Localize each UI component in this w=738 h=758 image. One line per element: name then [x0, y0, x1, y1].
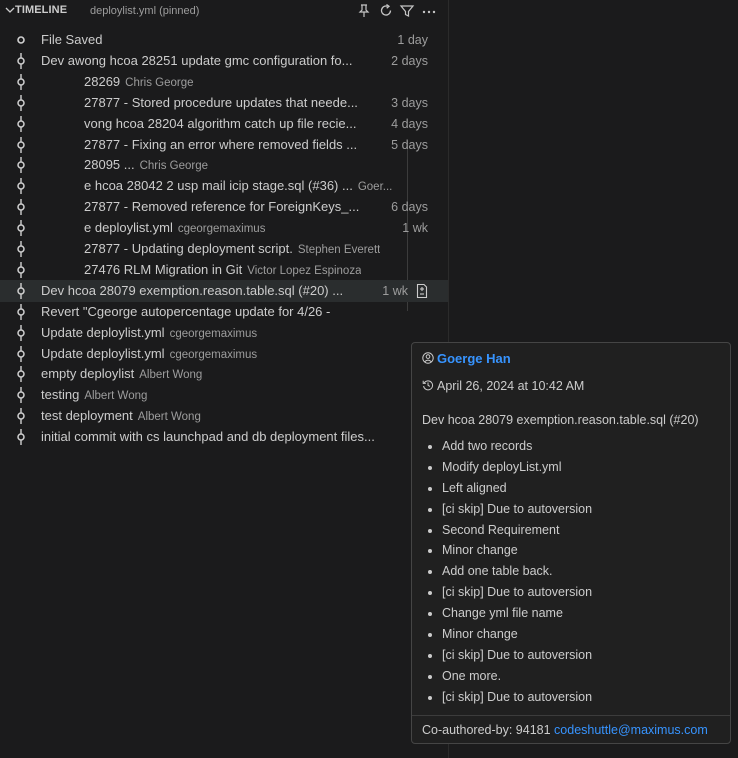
- item-title: e deploylist.yml: [84, 220, 173, 236]
- timeline-item-label: [84, 71, 194, 94]
- item-timestamp: 4 days: [391, 116, 428, 131]
- commit-date: April 26, 2024 at 10:42 AM: [437, 379, 585, 393]
- refresh-icon[interactable]: [378, 3, 394, 19]
- timeline-item-label: [41, 301, 330, 323]
- commit-body-item: [428, 561, 592, 582]
- git-commit-icon: [16, 199, 32, 215]
- timeline-item-label: [84, 92, 358, 114]
- item-timestamp: 1 wk: [402, 221, 428, 236]
- timeline-item[interactable]: [0, 71, 448, 93]
- timeline-item[interactable]: [0, 238, 448, 260]
- timeline-item-label: [84, 113, 356, 135]
- timeline-item-label: [41, 405, 201, 428]
- filter-icon[interactable]: [399, 3, 415, 19]
- timeline-item-label: [41, 363, 202, 386]
- commit-body-text: Modify deployList.yml: [442, 459, 562, 474]
- commit-message: Dev hcoa 28079 exemption.reason.table.sql (#20): [422, 413, 699, 427]
- commit-body-item: [428, 499, 592, 520]
- item-title: initial commit with cs launchpad and db deployment files...: [41, 429, 375, 445]
- timeline-item-label: [84, 134, 357, 156]
- commit-body-text: Minor change: [442, 543, 518, 558]
- timeline-item[interactable]: [0, 196, 448, 218]
- date-line: [422, 376, 584, 396]
- item-author: cgeorgemaximus: [169, 327, 258, 340]
- commit-body-item: [428, 687, 592, 708]
- timeline-item[interactable]: [0, 384, 448, 406]
- bullet-dot: [428, 633, 432, 637]
- timeline-item-label: [84, 175, 392, 198]
- timeline-item[interactable]: [0, 50, 448, 72]
- timeline-item-label: [84, 196, 359, 218]
- bullet-dot: [428, 591, 432, 595]
- item-author: Chris George: [125, 76, 194, 89]
- timeline-item[interactable]: [0, 259, 448, 281]
- item-timestamp: 1 day: [397, 33, 428, 47]
- git-commit-icon: [16, 241, 32, 257]
- commit-body-item: [428, 540, 592, 561]
- git-commit-icon: [16, 408, 32, 424]
- item-title: vong hcoa 28204 algorithm catch up file recie...: [84, 115, 357, 131]
- item-author: Goer...: [357, 181, 393, 194]
- bullet-dot: [428, 445, 432, 449]
- timeline-item-label: [84, 154, 208, 177]
- timeline-item-label: [84, 217, 265, 240]
- item-title: 27877 - Removed reference for ForeignKeys_...: [84, 199, 360, 215]
- commit-body-text: [ci skip] Due to autoversion: [442, 501, 593, 516]
- open-changes-icon[interactable]: [414, 283, 430, 299]
- git-commit-icon: [16, 387, 32, 403]
- commit-body-text: [ci skip] Due to autoversion: [442, 689, 593, 704]
- item-author: Chris George: [139, 160, 208, 173]
- timeline-title: TIMELINE: [15, 4, 68, 16]
- item-title: 27877 - Stored procedure updates that neede...: [84, 94, 358, 110]
- circle-outline-icon: [16, 32, 32, 48]
- timeline-item[interactable]: [0, 29, 448, 51]
- bullet-dot: [428, 487, 432, 491]
- bullet-dot: [428, 675, 432, 679]
- bullet-dot: [428, 570, 432, 574]
- bullet-dot: [428, 529, 432, 533]
- item-title: Update deploylist.yml: [41, 324, 165, 340]
- commit-body-text: Change yml file name: [442, 606, 563, 621]
- timeline-item[interactable]: [0, 113, 448, 135]
- timeline-item[interactable]: [0, 280, 448, 302]
- timeline-item[interactable]: [0, 322, 448, 344]
- item-timestamp: 2 days: [391, 53, 428, 68]
- git-commit-icon: [16, 429, 32, 445]
- item-title: empty deploylist: [41, 366, 135, 382]
- coauthor-line: [422, 720, 708, 740]
- timeline-item-label: [41, 280, 343, 302]
- timeline-item-label: [41, 322, 257, 345]
- item-author: Stephen Everett: [297, 244, 381, 256]
- item-author: cgeorgemaximus: [177, 223, 266, 236]
- timeline-item-label: [41, 426, 375, 448]
- commit-body-item: [428, 603, 592, 624]
- git-commit-icon: [16, 366, 32, 382]
- item-title: Dev awong hcoa 28251 update gmc configuration fo...: [41, 52, 353, 68]
- timeline-item[interactable]: [0, 217, 448, 239]
- item-title: test deployment: [41, 408, 133, 424]
- coauthor-email-link[interactable]: codeshuttle@maximus.com: [554, 723, 708, 737]
- git-commit-icon: [16, 304, 32, 320]
- item-title: 27476 RLM Migration in Git: [84, 261, 243, 277]
- item-title: e hcoa 28042 2 usp mail icip stage.sql (#36) ...: [84, 178, 353, 194]
- item-title: Dev hcoa 28079 exemption.reason.table.sql (#20) ...: [41, 282, 344, 298]
- timeline-item[interactable]: [0, 134, 448, 156]
- timeline-item[interactable]: [0, 175, 448, 197]
- git-commit-icon: [16, 178, 32, 194]
- git-commit-icon: [16, 283, 32, 299]
- bullet-dot: [428, 612, 432, 616]
- commit-hover-card: [411, 342, 731, 744]
- commit-body-item: [428, 520, 592, 541]
- commit-body-text: [ci skip] Due to autoversion: [442, 647, 593, 662]
- timeline-item[interactable]: [0, 343, 448, 365]
- item-title: File Saved: [41, 32, 103, 47]
- commit-body-text: Second Requirement: [442, 522, 560, 537]
- coauthor-prefix: Co-authored-by: 94181: [422, 723, 551, 737]
- git-commit-icon: [16, 346, 32, 362]
- timeline-item[interactable]: [0, 154, 448, 176]
- item-title: 27877 - Fixing an error where removed fields ...: [84, 136, 358, 152]
- timeline-item-label: [41, 384, 147, 407]
- item-title: testing: [41, 387, 80, 403]
- item-timestamp: 6 days: [391, 200, 428, 215]
- timeline-item[interactable]: [0, 405, 448, 427]
- commit-body-item: [428, 624, 592, 645]
- commit-body-item: [428, 666, 592, 687]
- item-title: 28095 ...: [84, 157, 135, 173]
- author-line: [422, 349, 511, 369]
- timeline-item[interactable]: [0, 301, 448, 323]
- more-icon[interactable]: [421, 3, 437, 19]
- commit-body-text: One more.: [442, 668, 502, 683]
- commit-body-item: [428, 457, 592, 478]
- item-author: Albert Wong: [139, 369, 203, 382]
- item-timestamp: 5 days: [391, 137, 428, 152]
- bullet-dot: [428, 654, 432, 658]
- item-title: 28269: [84, 73, 121, 89]
- git-commit-icon: [16, 325, 32, 341]
- bullet-dot: [428, 549, 432, 553]
- commit-body-list: [428, 436, 592, 708]
- timeline-header[interactable]: [0, 0, 448, 22]
- commit-body-text: Add two records: [442, 439, 533, 453]
- commit-body-item: [428, 436, 592, 457]
- git-commit-icon: [16, 95, 32, 111]
- timeline-item-label: [41, 343, 257, 366]
- item-author: cgeorgemaximus: [169, 348, 258, 361]
- item-author: Albert Wong: [137, 411, 201, 424]
- timeline-item-label: [41, 29, 102, 51]
- commit-body-item: [428, 645, 592, 666]
- item-timestamp: 3 days: [391, 95, 428, 110]
- item-timestamp: 1 wk: [382, 283, 408, 298]
- commit-body-text: Minor change: [442, 627, 518, 642]
- timeline-item[interactable]: [0, 92, 448, 114]
- history-icon: [422, 379, 434, 391]
- bullet-dot: [428, 508, 432, 512]
- timeline-item-label: [84, 259, 361, 282]
- item-title: Update deploylist.yml: [41, 345, 165, 361]
- timeline-subtitle: deploylist.yml (pinned): [90, 5, 200, 17]
- commit-body-text: Add one table back.: [442, 564, 553, 579]
- git-commit-icon: [16, 74, 32, 90]
- item-title: 27877 - Updating deployment script.: [84, 241, 293, 256]
- git-commit-icon: [16, 220, 32, 236]
- bullet-dot: [428, 696, 432, 700]
- timeline-item-label: [84, 238, 380, 261]
- commit-body-text: Left aligned: [442, 480, 507, 495]
- git-commit-icon: [16, 157, 32, 173]
- git-commit-icon: [16, 137, 32, 153]
- git-commit-icon: [16, 262, 32, 278]
- item-title: Revert "Cgeorge autopercentage update for 4/26 -: [41, 303, 331, 319]
- timeline-item[interactable]: [0, 426, 448, 448]
- commit-body-text: [ci skip] Due to autoversion: [442, 585, 593, 600]
- git-commit-icon: [16, 116, 32, 132]
- author-name[interactable]: Goerge Han: [437, 351, 511, 366]
- bullet-dot: [428, 466, 432, 470]
- timeline-item[interactable]: [0, 363, 448, 385]
- timeline-item-label: [41, 50, 353, 72]
- git-commit-icon: [16, 53, 32, 69]
- account-icon: [422, 352, 434, 364]
- item-author: Albert Wong: [84, 390, 148, 403]
- pin-icon[interactable]: [356, 3, 372, 19]
- commit-body-item: [428, 478, 592, 499]
- item-author: Victor Lopez Espinoza: [247, 264, 362, 277]
- commit-body-item: [428, 582, 592, 603]
- divider: [412, 715, 730, 716]
